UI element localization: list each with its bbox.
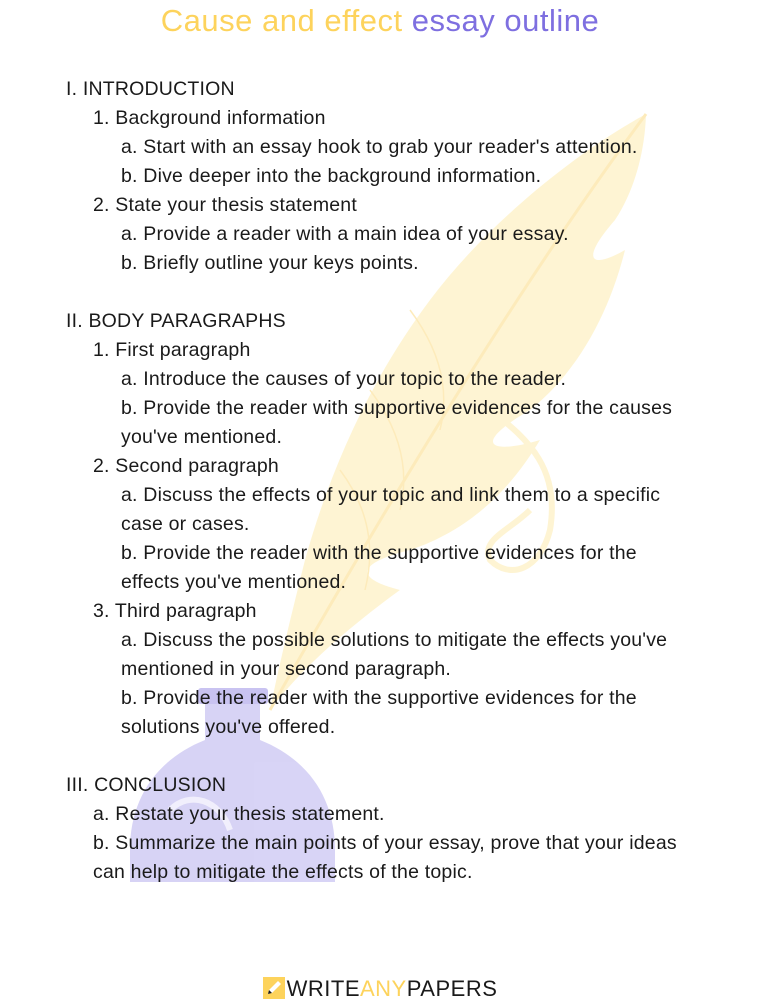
list-text: Introduce the causes of your topic to the reader. (143, 368, 567, 390)
section-heading-conclusion: III. CONCLUSION (66, 774, 227, 796)
list-marker: a. (93, 803, 110, 825)
list-text: Provide the reader with the supportive evidences for the (143, 687, 637, 709)
body-item-1-b-cont: you've mentioned. (121, 426, 283, 448)
list-text: Start with an essay hook to grab your reader's attention. (143, 136, 638, 158)
conclusion-item-b (93, 829, 677, 858)
list-marker: b. (121, 542, 138, 564)
brand-logo (0, 975, 760, 1003)
intro-item-1: 1. Background information (93, 107, 326, 129)
body-item-1-b (121, 394, 672, 423)
brand-word-any: ANY (360, 976, 407, 1001)
list-text: Discuss the effects of your topic and link them to a specific (143, 484, 661, 506)
list-text: Restate your thesis statement. (115, 803, 385, 825)
list-marker: a. (121, 629, 138, 651)
pencil-icon (263, 977, 285, 999)
body-item-3-a-cont: mentioned in your second paragraph. (121, 658, 452, 680)
list-marker: b. (121, 165, 138, 187)
list-text: Summarize the main points of your essay, prove that your ideas (115, 832, 677, 854)
list-text: Briefly outline your keys points. (143, 252, 419, 274)
list-marker: b. (121, 252, 138, 274)
intro-item-1-a (121, 133, 638, 162)
list-marker: a. (121, 484, 138, 506)
brand-word-papers: PAPERS (406, 976, 498, 1001)
body-item-2-a-cont: case or cases. (121, 513, 250, 535)
title-part-2: essay outline (411, 3, 600, 38)
intro-item-2-b (121, 249, 419, 278)
list-marker: a. (121, 223, 138, 245)
page-title (0, 2, 760, 40)
list-marker: b. (121, 687, 138, 709)
body-item-2-b-cont: effects you've mentioned. (121, 571, 347, 593)
section-heading-introduction: I. INTRODUCTION (66, 78, 235, 100)
list-marker: b. (93, 832, 110, 854)
body-item-3-b (121, 684, 637, 713)
section-heading-body: II. BODY PARAGRAPHS (66, 310, 286, 332)
body-item-2-b (121, 539, 637, 568)
body-item-2-a (121, 481, 660, 510)
intro-item-2: 2. State your thesis statement (93, 194, 357, 216)
conclusion-item-a (93, 800, 385, 829)
list-marker: a. (121, 368, 138, 390)
list-text: Provide the reader with the supportive evidences for the (143, 542, 637, 564)
intro-item-2-a (121, 220, 569, 249)
body-item-3: 3. Third paragraph (93, 600, 257, 622)
body-item-1-a (121, 365, 566, 394)
list-marker: b. (121, 397, 138, 419)
list-text: Discuss the possible solutions to mitigate the effects you've (143, 629, 668, 651)
body-item-1: 1. First paragraph (93, 339, 251, 361)
list-text: Dive deeper into the background information. (143, 165, 542, 187)
title-part-1: Cause and effect (160, 3, 403, 38)
conclusion-item-b-cont: can help to mitigate the effects of the topic. (93, 861, 473, 883)
intro-item-1-b (121, 162, 541, 191)
body-item-3-b-cont: solutions you've offered. (121, 716, 336, 738)
body-item-3-a (121, 626, 667, 655)
list-text: Provide a reader with a main idea of your essay. (143, 223, 569, 245)
list-marker: a. (121, 136, 138, 158)
brand-word-write: WRITE (286, 976, 360, 1001)
body-item-2: 2. Second paragraph (93, 455, 279, 477)
list-text: Provide the reader with supportive evidences for the causes (143, 397, 673, 419)
